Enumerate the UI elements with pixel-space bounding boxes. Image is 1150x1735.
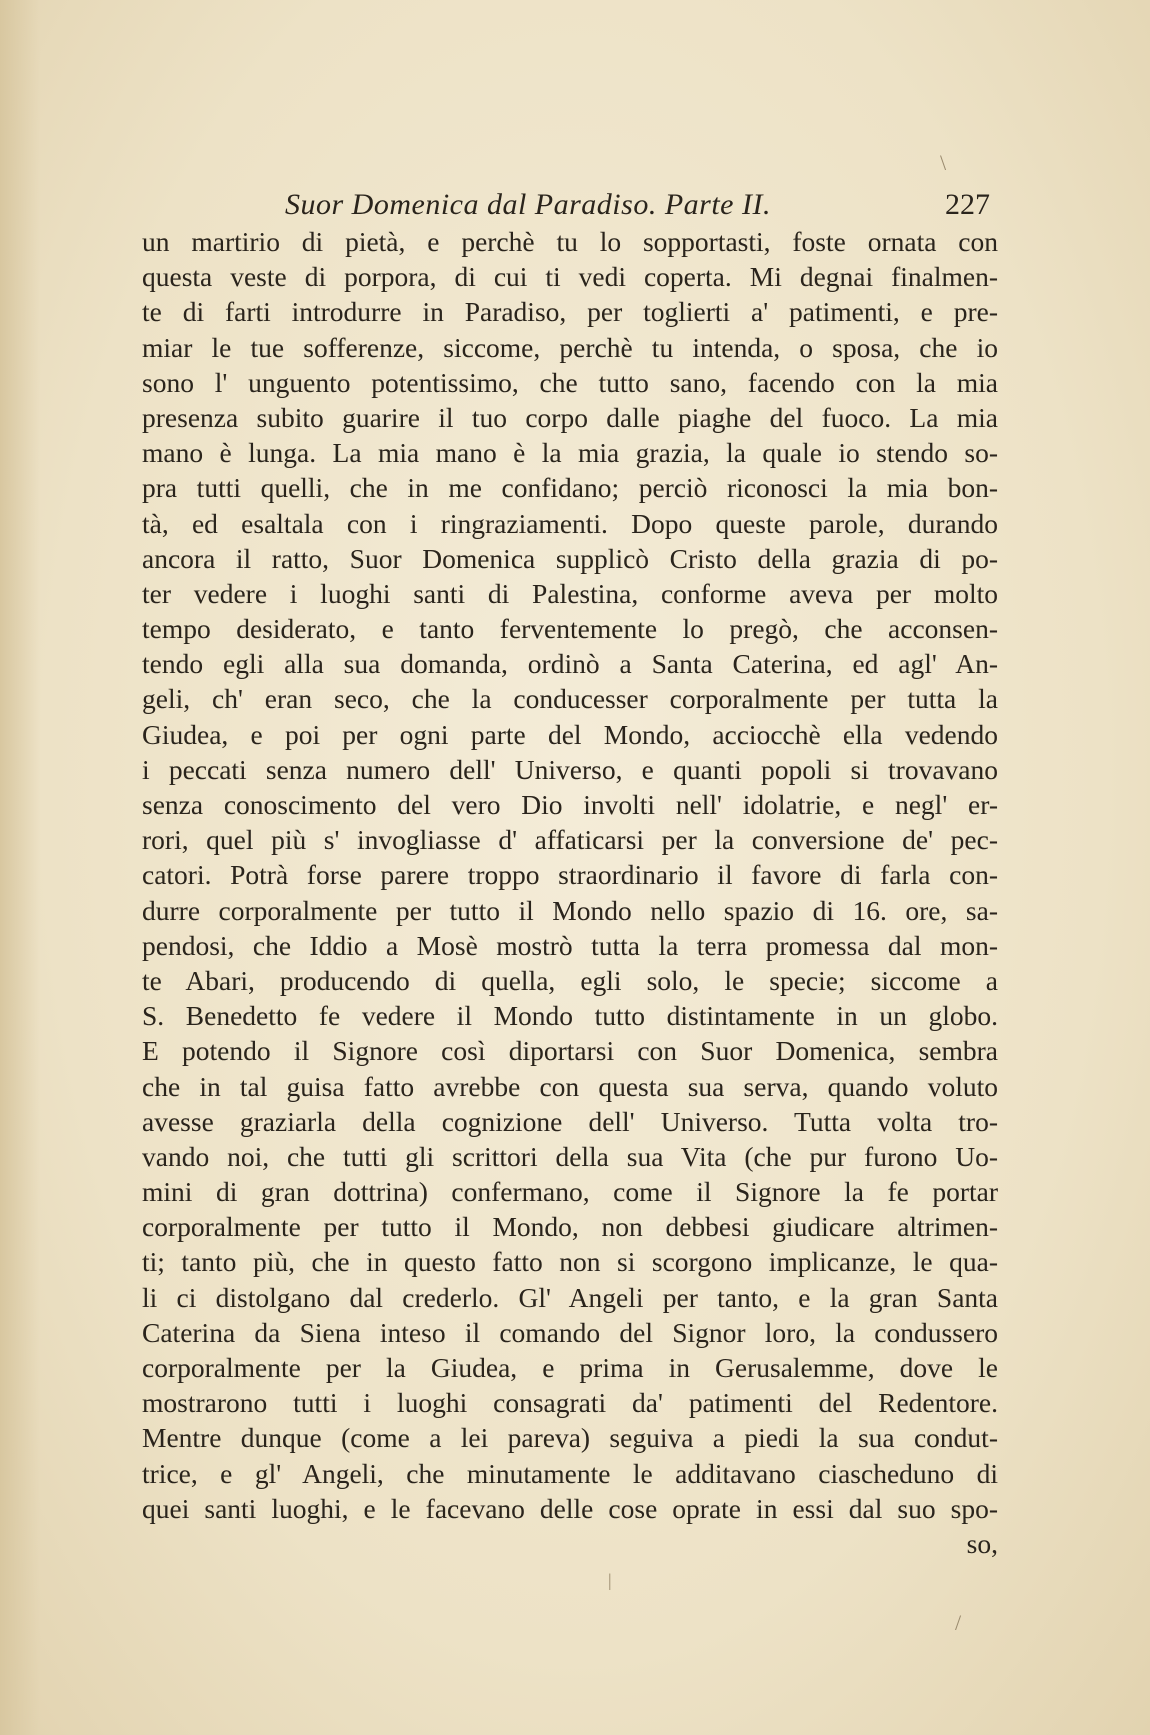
text-line: geli, ch' eran seco, che la conducesser corporalmente per tutta la [142, 683, 998, 715]
text-line: Giudea, e poi per ogni parte del Mondo, acciocchè ella vedendo [142, 718, 998, 750]
text-line: ti; tanto più, che in questo fatto non si scorgono implicanze, le qua- [142, 1246, 998, 1278]
text-line: E potendo il Signore così diportarsi con Suor Domenica, sembra [142, 1035, 998, 1067]
text-body [142, 224, 998, 1561]
text-line: mostrarono tutti i luoghi consagrati da' patimenti del Redentore. [142, 1387, 998, 1419]
text-line: catori. Potrà forse parere troppo straordinario il favore di farla con- [142, 859, 998, 891]
page-number: 227 [945, 188, 990, 221]
paper-speck: / [955, 1610, 962, 1635]
text-line: te Abari, producendo di quella, egli solo, le specie; siccome a [142, 964, 998, 996]
text-line: li ci distolgano dal crederlo. Gl' Angeli per tanto, e la gran Santa [142, 1281, 998, 1313]
text-line: te di farti introdurre in Paradiso, per toglierti a' patimenti, e pre- [142, 296, 998, 328]
text-line: tà, ed esaltala con i ringraziamenti. Dopo queste parole, durando [142, 507, 998, 539]
text-line: Mentre dunque (come a lei pareva) seguiva a piedi la sua condut- [142, 1422, 998, 1454]
text-line: senza conoscimento del vero Dio involti nell' idolatrie, e negl' er- [142, 789, 998, 820]
text-line: mano è lunga. La mia mano è la mia grazia, la quale io stendo so- [142, 437, 998, 469]
running-title: Suor Domenica dal Paradiso. Parte II. [285, 188, 771, 221]
text-line: avesse graziarla della cognizione dell' Universo. Tutta volta tro- [142, 1105, 998, 1137]
text-line: Caterina da Siena inteso il comando del Signor loro, la condussero [142, 1316, 998, 1348]
paper-speck: | [608, 1570, 612, 1590]
text-line: un martirio di pietà, e perchè tu lo sopportasti, foste ornata con [142, 226, 998, 257]
text-line: sono l' unguento potentissimo, che tutto sano, facendo con la mia [142, 366, 998, 398]
text-line: ancora il ratto, Suor Domenica supplicò Cristo della grazia di po- [142, 542, 998, 574]
text-line: tempo desiderato, e tanto ferventemente lo pregò, che acconsen- [142, 613, 998, 645]
text-line: corporalmente per tutto il Mondo, non debbesi giudicare altrimen- [142, 1211, 998, 1243]
page-header [140, 182, 998, 228]
text-line: pendosi, che Iddio a Mosè mostrò tutta la terra promessa dal mon- [142, 929, 998, 961]
text-line: pra tutti quelli, che in me confidano; perciò riconosci la mia bon- [142, 472, 998, 504]
text-line: ter vedere i luoghi santi di Palestina, conforme aveva per molto [142, 577, 998, 609]
text-line: che in tal guisa fatto avrebbe con questa sua serva, quando voluto [142, 1070, 998, 1102]
text-line: corporalmente per la Giudea, e prima in Gerusalemme, dove le [142, 1352, 998, 1383]
page-gutter-shadow [0, 0, 40, 1735]
text-line: tendo egli alla sua domanda, ordinò a Santa Caterina, ed agl' An- [142, 648, 998, 680]
text-line: trice, e gl' Angeli, che minutamente le additavano ciascheduno di [142, 1457, 998, 1489]
text-line: presenza subito guarire il tuo corpo dalle piaghe del fuoco. La mia [142, 401, 998, 433]
text-line: quei santi luoghi, e le facevano delle cose oprate in essi dal suo spo- [142, 1492, 998, 1524]
text-line: durre corporalmente per tutto il Mondo nello spazio di 16. ore, sa- [142, 894, 998, 926]
text-line: i peccati senza numero dell' Universo, e quanti popoli si trovavano [142, 753, 998, 785]
text-line: miar le tue sofferenze, siccome, perchè tu intenda, o sposa, che io [142, 331, 998, 363]
text-line: S. Benedetto fe vedere il Mondo tutto distintamente in un globo. [142, 1000, 998, 1032]
text-line: questa veste di porpora, di cui ti vedi coperta. Mi degnai finalmen- [142, 261, 998, 293]
paper-speck: \ [940, 150, 947, 175]
text-line: rori, quel più s' invogliasse d' affaticarsi per la conversione de' pec- [142, 824, 998, 856]
catchword: so, [966, 1527, 998, 1559]
text-line: vando noi, che tutti gli scrittori della sua Vita (che pur furono Uo- [142, 1140, 998, 1172]
text-line: mini di gran dottrina) confermano, come il Signore la fe portar [142, 1176, 998, 1208]
